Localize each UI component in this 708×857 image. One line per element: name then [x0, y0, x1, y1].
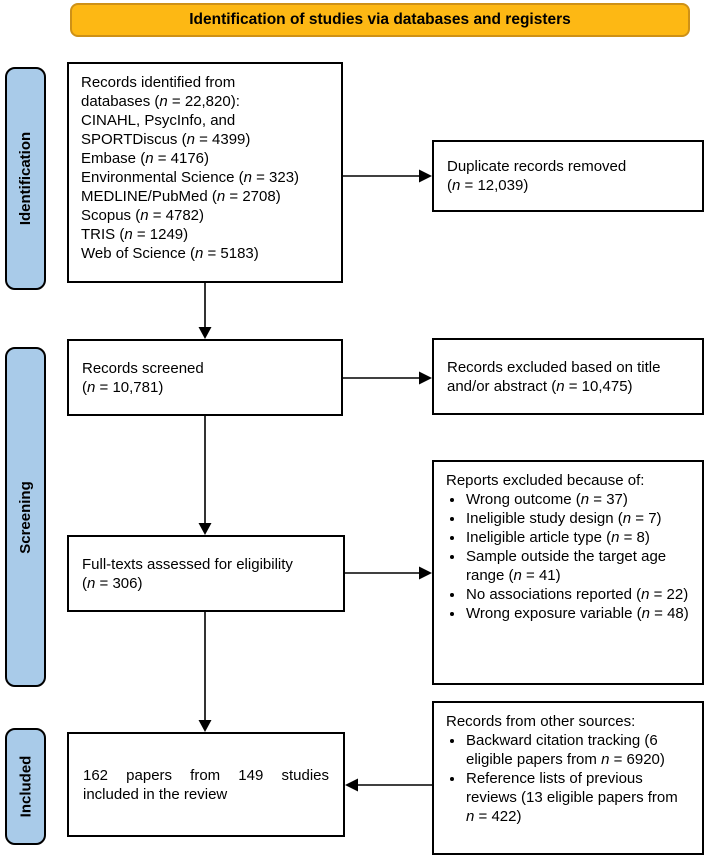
box-line: databases (n = 22,820): — [81, 93, 240, 110]
bullet-item: • Reference lists of previous reviews (13 eligible papers from n = 422) — [465, 769, 690, 826]
bullet-item: • No associations reported (n = 22) — [465, 585, 690, 604]
box-line: Environmental Science (n = 323) — [81, 169, 300, 186]
box-line: (n = 12,039) — [447, 177, 529, 194]
arrow-screened-to-fulltexts — [199, 416, 212, 535]
box-line: Records screened — [82, 359, 204, 377]
box-line: MEDLINE/PubMed (n = 2708) — [81, 188, 281, 205]
bullet-item: • Sample outside the target age range (n = 41) — [465, 547, 690, 585]
stage-label-included — [5, 728, 46, 845]
banner-label: Identification of studies via databases and registers — [189, 11, 571, 28]
banner — [70, 3, 690, 37]
bullet-item: • Ineligible article type (n = 8) — [465, 528, 690, 547]
box-heading: Records from other sources: — [446, 713, 636, 730]
box-other-sources — [432, 701, 704, 855]
arrow-identified-to-screened — [199, 283, 212, 339]
box-line: and/or abstract (n = 10,475) — [447, 377, 633, 395]
box-line: 162 papers from 149 studies included in the review — [83, 766, 329, 803]
box-line: CINAHL, PsycInfo, and — [81, 112, 236, 129]
other-sources-list — [446, 731, 690, 826]
arrow-screened-to-excluded — [343, 372, 432, 385]
stage-label-text: Included — [17, 755, 35, 818]
arrow-identified-to-duplicates — [343, 170, 432, 183]
stage-label-identification — [5, 67, 46, 290]
box-reports-excluded — [432, 460, 704, 685]
box-included-papers — [67, 732, 345, 837]
arrow-fulltexts-to-reports-excluded — [345, 567, 432, 580]
box-line: TRIS (n = 1249) — [81, 226, 189, 243]
box-line: Full-texts assessed for eligibility — [82, 555, 293, 573]
box-records-identified — [67, 62, 343, 283]
box-fulltexts-assessed — [67, 535, 345, 612]
stage-label-text: Identification — [17, 131, 34, 226]
box-line: Records excluded based on title — [447, 358, 661, 376]
box-heading: Reports excluded because of: — [446, 472, 645, 489]
exclusion-reason-list — [446, 490, 690, 623]
box-line: Records identified from — [81, 74, 236, 91]
box-records-screened — [67, 339, 343, 416]
box-line: Duplicate records removed — [447, 158, 627, 175]
stage-label-text: Screening — [17, 480, 34, 554]
arrow-fulltexts-to-included — [199, 612, 212, 732]
bullet-item: • Wrong exposure variable (n = 48) — [465, 604, 690, 623]
bullet-item: • Ineligible study design (n = 7) — [465, 509, 690, 528]
box-line: Embase (n = 4176) — [81, 150, 210, 167]
box-line: (n = 10,781) — [82, 378, 164, 396]
bullet-item: • Backward citation tracking (6 eligible papers from n = 6920) — [465, 731, 690, 769]
arrow-other-sources-to-included — [345, 779, 432, 792]
box-duplicates-removed — [432, 140, 704, 212]
box-line: (n = 306) — [82, 574, 143, 592]
box-records-excluded — [432, 338, 704, 415]
stage-label-screening — [5, 347, 46, 687]
box-line: Web of Science (n = 5183) — [81, 245, 259, 262]
bullet-item: • Wrong outcome (n = 37) — [465, 490, 690, 509]
box-line: SPORTDiscus (n = 4399) — [81, 131, 251, 148]
box-line: Scopus (n = 4782) — [81, 207, 205, 224]
